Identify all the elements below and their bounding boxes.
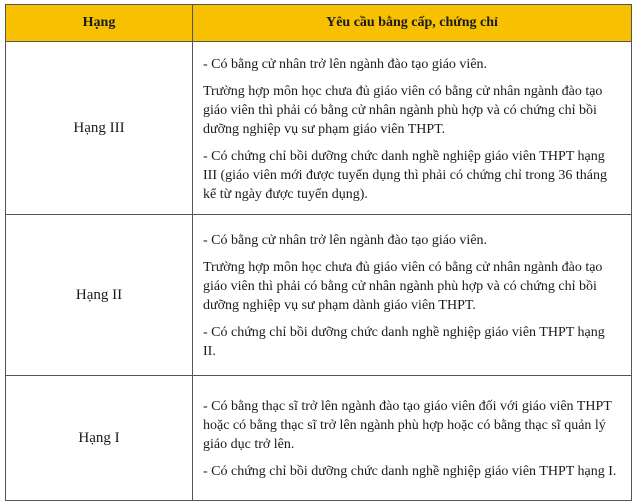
requirement-paragraph: - Có bằng thạc sĩ trở lên ngành đào tạo giáo viên đối với giáo viên THPT hoặc có bằng thạc sĩ trở lên ngành phù hợp hoặc có bằng thạc sĩ quản lý giáo dục trở lên.: [203, 399, 612, 452]
table-header: [6, 5, 632, 42]
rank-cell: Hạng II: [6, 215, 193, 376]
requirement-cell: [193, 215, 632, 376]
table-row: [6, 42, 632, 215]
requirement-paragraph: Trường hợp môn học chưa đủ giáo viên có bằng cử nhân ngành đào tạo giáo viên thì phải có bằng cử nhân ngành phù hợp và có chứng chỉ bồi dưỡng nghiệp vụ sư phạm dành giáo viên THPT.: [203, 260, 603, 313]
requirements-table: [5, 4, 632, 501]
requirement-paragraph: - Có chứng chỉ bồi dưỡng chức danh nghề nghiệp giáo viên THPT hạng II.: [203, 325, 605, 359]
requirement-paragraph: - Có chứng chỉ bồi dưỡng chức danh nghề nghiệp giáo viên THPT hạng I.: [203, 464, 617, 479]
requirement-paragraph: - Có bằng cử nhân trở lên ngành đào tạo giáo viên.: [203, 56, 488, 72]
table-row: [6, 376, 632, 501]
rank-cell: Hạng I: [6, 376, 193, 501]
requirement-cell: [193, 376, 632, 501]
requirement-paragraph: Trường hợp môn học chưa đủ giáo viên có bằng cử nhân ngành đào tạo giáo viên thì phải có bằng cử nhân ngành phù hợp và có chứng chỉ bồi dưỡng nghiệp vụ sư phạm giáo viên THPT.: [203, 83, 603, 137]
requirement-cell: [193, 42, 632, 215]
header-rank: Hạng: [6, 5, 193, 42]
table-body: [6, 42, 632, 501]
table-row: [6, 215, 632, 376]
header-requirement: Yêu cầu bằng cấp, chứng chỉ: [193, 5, 632, 42]
requirement-paragraph: - Có bằng cử nhân trở lên ngành đào tạo giáo viên.: [203, 233, 488, 248]
header-row: [6, 5, 632, 42]
rank-cell: Hạng III: [6, 42, 193, 215]
requirement-paragraph: - Có chứng chỉ bồi dưỡng chức danh nghề nghiệp giáo viên THPT hạng III (giáo viên mới được tuyển dụng thì phải có chứng chỉ trong 36 tháng kể từ ngày được tuyển dụng).: [203, 148, 608, 202]
